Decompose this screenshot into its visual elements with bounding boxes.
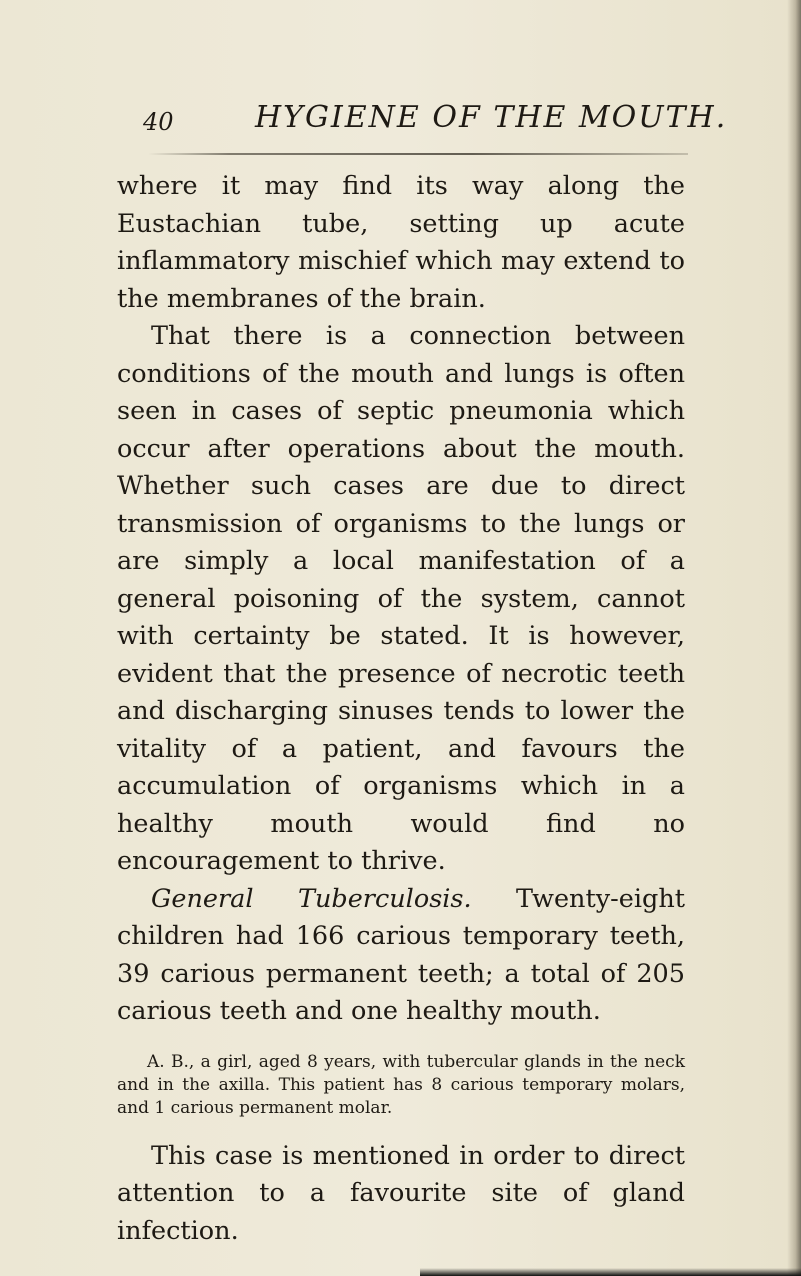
header-rule — [148, 153, 688, 155]
page-header — [143, 100, 728, 140]
paragraph-closing: This case is mentioned in order to direct attention to a favourite site of gland infection. — [117, 1140, 685, 1246]
page-edge-shadow — [787, 0, 801, 1276]
paragraph-eustachian: where it may find its way along the Eustachian tube, setting up acute inflammatory mischief which may extend to the membranes of the brain. — [117, 171, 685, 314]
page-bottom-shadow — [420, 1268, 801, 1276]
page-number: 40 — [143, 108, 174, 136]
paragraph-tuberculosis — [117, 881, 685, 1031]
tuberculosis-text: Twenty-eight children had 166 carious temporary teeth, 39 carious permanent teeth; a total of 205 carious teeth and one healthy mouth. — [117, 883, 685, 1026]
case-note: A. B., a girl, aged 8 years, with tubercular glands in the neck and in the axilla. This patient has 8 carious temporary molars, and 1 carious permanent molar. — [117, 1051, 685, 1118]
tuberculosis-heading: General Tuberculosis. — [151, 883, 472, 914]
running-head: HYGIENE OF THE MOUTH. — [255, 100, 728, 135]
body-text — [117, 168, 685, 1250]
paragraph-septic-pneumonia: That there is a connection between conditions of the mouth and lungs is often seen in cases of septic pneumonia which occur after operations about the mouth. Whether such cases are due to direct transmission of organisms to the lungs or are simply a local manifestation of a general poisoning of the system, cannot with certainty be stated. It is however, evident that the presence of necrotic teeth and discharging sinuses tends to lower the vitality of a patient, and favours the accumulation of organisms which in a healthy mouth would find no encouragement to thrive. — [117, 321, 685, 876]
